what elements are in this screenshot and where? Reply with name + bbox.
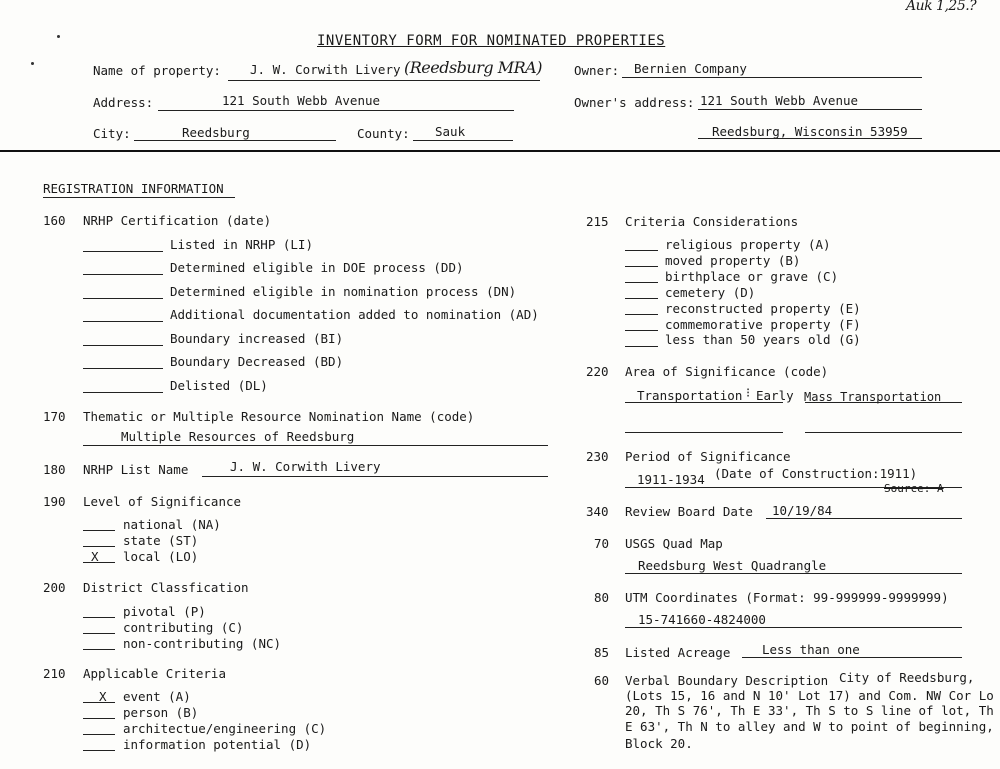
review-line — [766, 518, 962, 519]
owner-address-line — [698, 109, 922, 110]
cert-item-dd: Determined eligible in DOE process (DD) — [170, 260, 464, 275]
thematic-line — [83, 445, 548, 446]
acreage-label: Listed Acreage — [625, 645, 731, 660]
county-line — [413, 140, 513, 141]
level-item-na: national (NA) — [123, 517, 221, 532]
corner-note: Auk 1,25.? — [906, 0, 977, 14]
consideration-blank-b[interactable] — [625, 266, 658, 267]
list-value: J. W. Corwith Livery — [230, 459, 381, 474]
thematic-value: Multiple Resources of Reedsburg — [121, 429, 355, 444]
district-item-p: pivotal (P) — [123, 604, 206, 619]
consideration-blank-d[interactable] — [625, 298, 658, 299]
owner-city-value: Reedsburg, Wisconsin 53959 — [712, 124, 908, 139]
review-value: 10/19/84 — [772, 503, 833, 518]
usgs-value: Reedsburg West Quadrangle — [638, 558, 827, 573]
criteria-code: 210 — [43, 666, 66, 681]
boundary-line-3: 20, Th S 76', Th E 33', Th S to S line of lot, Th — [625, 703, 994, 718]
acreage-value: Less than one — [762, 642, 860, 657]
cert-blank-dn[interactable] — [83, 298, 163, 299]
registration-heading: REGISTRATION INFORMATION — [43, 181, 224, 196]
boundary-line-4: E 63', Th N to alley and W to point of beginning, — [625, 719, 994, 734]
district-blank-p[interactable] — [83, 617, 115, 618]
consideration-blank-c[interactable] — [625, 282, 658, 283]
utm-code: 80 — [594, 590, 610, 605]
city-value: Reedsburg — [182, 125, 250, 140]
level-code: 190 — [43, 494, 66, 509]
level-blank-lo[interactable] — [83, 562, 115, 563]
consideration-item-f: commemorative property (F) — [665, 317, 861, 332]
criteria-item-a: event (A) — [123, 689, 191, 704]
county-label: County: — [357, 126, 410, 141]
criteria-label: Applicable Criteria — [83, 666, 226, 681]
consideration-blank-e[interactable] — [625, 314, 658, 315]
usgs-code: 70 — [594, 536, 610, 551]
section-divider — [0, 150, 1000, 152]
criteria-item-d: information potential (D) — [123, 737, 312, 752]
district-item-c: contributing (C) — [123, 620, 244, 635]
consideration-item-g: less than 50 years old (G) — [665, 332, 861, 347]
boundary-line-1: City of Reedsburg, — [839, 670, 975, 685]
consideration-blank-g[interactable] — [625, 346, 658, 347]
criteria-blank-b[interactable] — [83, 718, 115, 719]
considerations-code: 215 — [586, 214, 609, 229]
cert-blank-li[interactable] — [83, 251, 163, 252]
consideration-item-e: reconstructed property (E) — [665, 301, 861, 316]
criteria-mark-a: X — [99, 689, 107, 704]
review-label: Review Board Date — [625, 504, 753, 519]
list-code: 180 — [43, 462, 66, 477]
property-name-label: Name of property: — [93, 63, 221, 78]
criteria-item-b: person (B) — [123, 705, 199, 720]
list-label: NRHP List Name — [83, 462, 189, 477]
punch-mark — [57, 35, 60, 38]
thematic-code: 170 — [43, 409, 66, 424]
criteria-blank-d[interactable] — [83, 750, 115, 751]
level-mark-lo: X — [91, 549, 99, 564]
area-line-1 — [625, 402, 783, 403]
period-code: 230 — [586, 449, 609, 464]
cert-blank-dl[interactable] — [83, 392, 163, 393]
level-label: Level of Significance — [83, 494, 242, 509]
utm-label: UTM Coordinates (Format: 99-999999-9999999) — [625, 590, 949, 605]
review-code: 340 — [586, 504, 609, 519]
cert-blank-ad[interactable] — [83, 321, 163, 322]
criteria-blank-c[interactable] — [83, 734, 115, 735]
cert-item-bd: Boundary Decreased (BD) — [170, 354, 344, 369]
area-line-3 — [625, 432, 783, 433]
boundary-code: 60 — [594, 673, 610, 688]
district-code: 200 — [43, 580, 66, 595]
cert-item-dn: Determined eligible in nomination process (DN) — [170, 284, 517, 299]
list-line — [202, 476, 548, 477]
period-value: 1911-1934 — [637, 472, 705, 487]
owner-value: Bernien Company — [634, 61, 747, 76]
consideration-blank-a[interactable] — [625, 250, 658, 251]
boundary-label: Verbal Boundary Description — [625, 673, 829, 688]
area-label: Area of Significance (code) — [625, 364, 829, 379]
area-line-4 — [805, 432, 962, 433]
owner-address-value: 121 South Webb Avenue — [700, 93, 859, 108]
registration-heading-underline — [43, 197, 235, 198]
area-separator: ⁝ — [746, 386, 751, 401]
cert-blank-bi[interactable] — [83, 345, 163, 346]
cert-item-li: Listed in NRHP (LI) — [170, 237, 313, 252]
level-blank-na[interactable] — [83, 530, 115, 531]
district-blank-nc[interactable] — [83, 649, 115, 650]
acreage-code: 85 — [594, 645, 610, 660]
punch-mark — [31, 62, 34, 65]
cert-blank-dd[interactable] — [83, 274, 163, 275]
cert-label: NRHP Certification (date) — [83, 213, 272, 228]
owner-address-label: Owner's address: — [574, 95, 695, 110]
usgs-label: USGS Quad Map — [625, 536, 723, 551]
owner-city-line — [698, 138, 922, 139]
property-name-line — [228, 80, 540, 81]
property-name-handwritten: (Reedsburg MRA) — [404, 58, 542, 77]
level-item-st: state (ST) — [123, 533, 199, 548]
cert-item-dl: Delisted (DL) — [170, 378, 268, 393]
district-blank-c[interactable] — [83, 633, 115, 634]
usgs-line — [625, 573, 962, 574]
address-label: Address: — [93, 95, 154, 110]
cert-blank-bd[interactable] — [83, 368, 163, 369]
area-code: 220 — [586, 364, 609, 379]
boundary-line-2: (Lots 15, 16 and N 10' Lot 17) and Com. NW Cor Lo — [625, 688, 994, 703]
property-name-value: J. W. Corwith Livery — [250, 62, 401, 77]
consideration-blank-f[interactable] — [625, 330, 658, 331]
period-construction: (Date of Construction:1911) — [714, 466, 918, 481]
city-line — [134, 140, 336, 141]
level-item-lo: local (LO) — [123, 549, 199, 564]
consideration-item-b: moved property (B) — [665, 253, 801, 268]
address-line — [158, 110, 514, 111]
owner-label: Owner: — [574, 63, 620, 78]
level-blank-st[interactable] — [83, 546, 115, 547]
acreage-line — [742, 657, 962, 658]
criteria-item-c: architectue/engineering (C) — [123, 721, 327, 736]
area-line-2 — [805, 402, 962, 403]
consideration-item-c: birthplace or grave (C) — [665, 269, 839, 284]
period-source: Source: A — [884, 482, 944, 495]
form-title: INVENTORY FORM FOR NOMINATED PROPERTIES — [317, 33, 666, 49]
area-value-1: Transportation — [637, 388, 743, 403]
area-value-3: Mass Transportation — [804, 390, 942, 404]
consideration-item-d: cemetery (D) — [665, 285, 756, 300]
cert-code: 160 — [43, 213, 66, 228]
considerations-label: Criteria Considerations — [625, 214, 799, 229]
cert-item-bi: Boundary increased (BI) — [170, 331, 344, 346]
boundary-line-5: Block 20. — [625, 736, 693, 751]
district-label: District Classfication — [83, 580, 249, 595]
cert-item-ad: Additional documentation added to nomination (AD) — [170, 307, 539, 322]
period-label: Period of Significance — [625, 449, 791, 464]
consideration-item-a: religious property (A) — [665, 237, 831, 252]
county-value: Sauk — [435, 124, 466, 139]
thematic-label: Thematic or Multiple Resource Nomination Name (code) — [83, 409, 475, 424]
owner-line — [622, 77, 922, 78]
utm-line — [625, 627, 962, 628]
city-label: City: — [93, 126, 131, 141]
address-value: 121 South Webb Avenue — [222, 93, 381, 108]
area-value-2: Early — [756, 388, 794, 403]
district-item-nc: non-contributing (NC) — [123, 636, 282, 651]
utm-value: 15-741660-4824000 — [638, 612, 766, 627]
